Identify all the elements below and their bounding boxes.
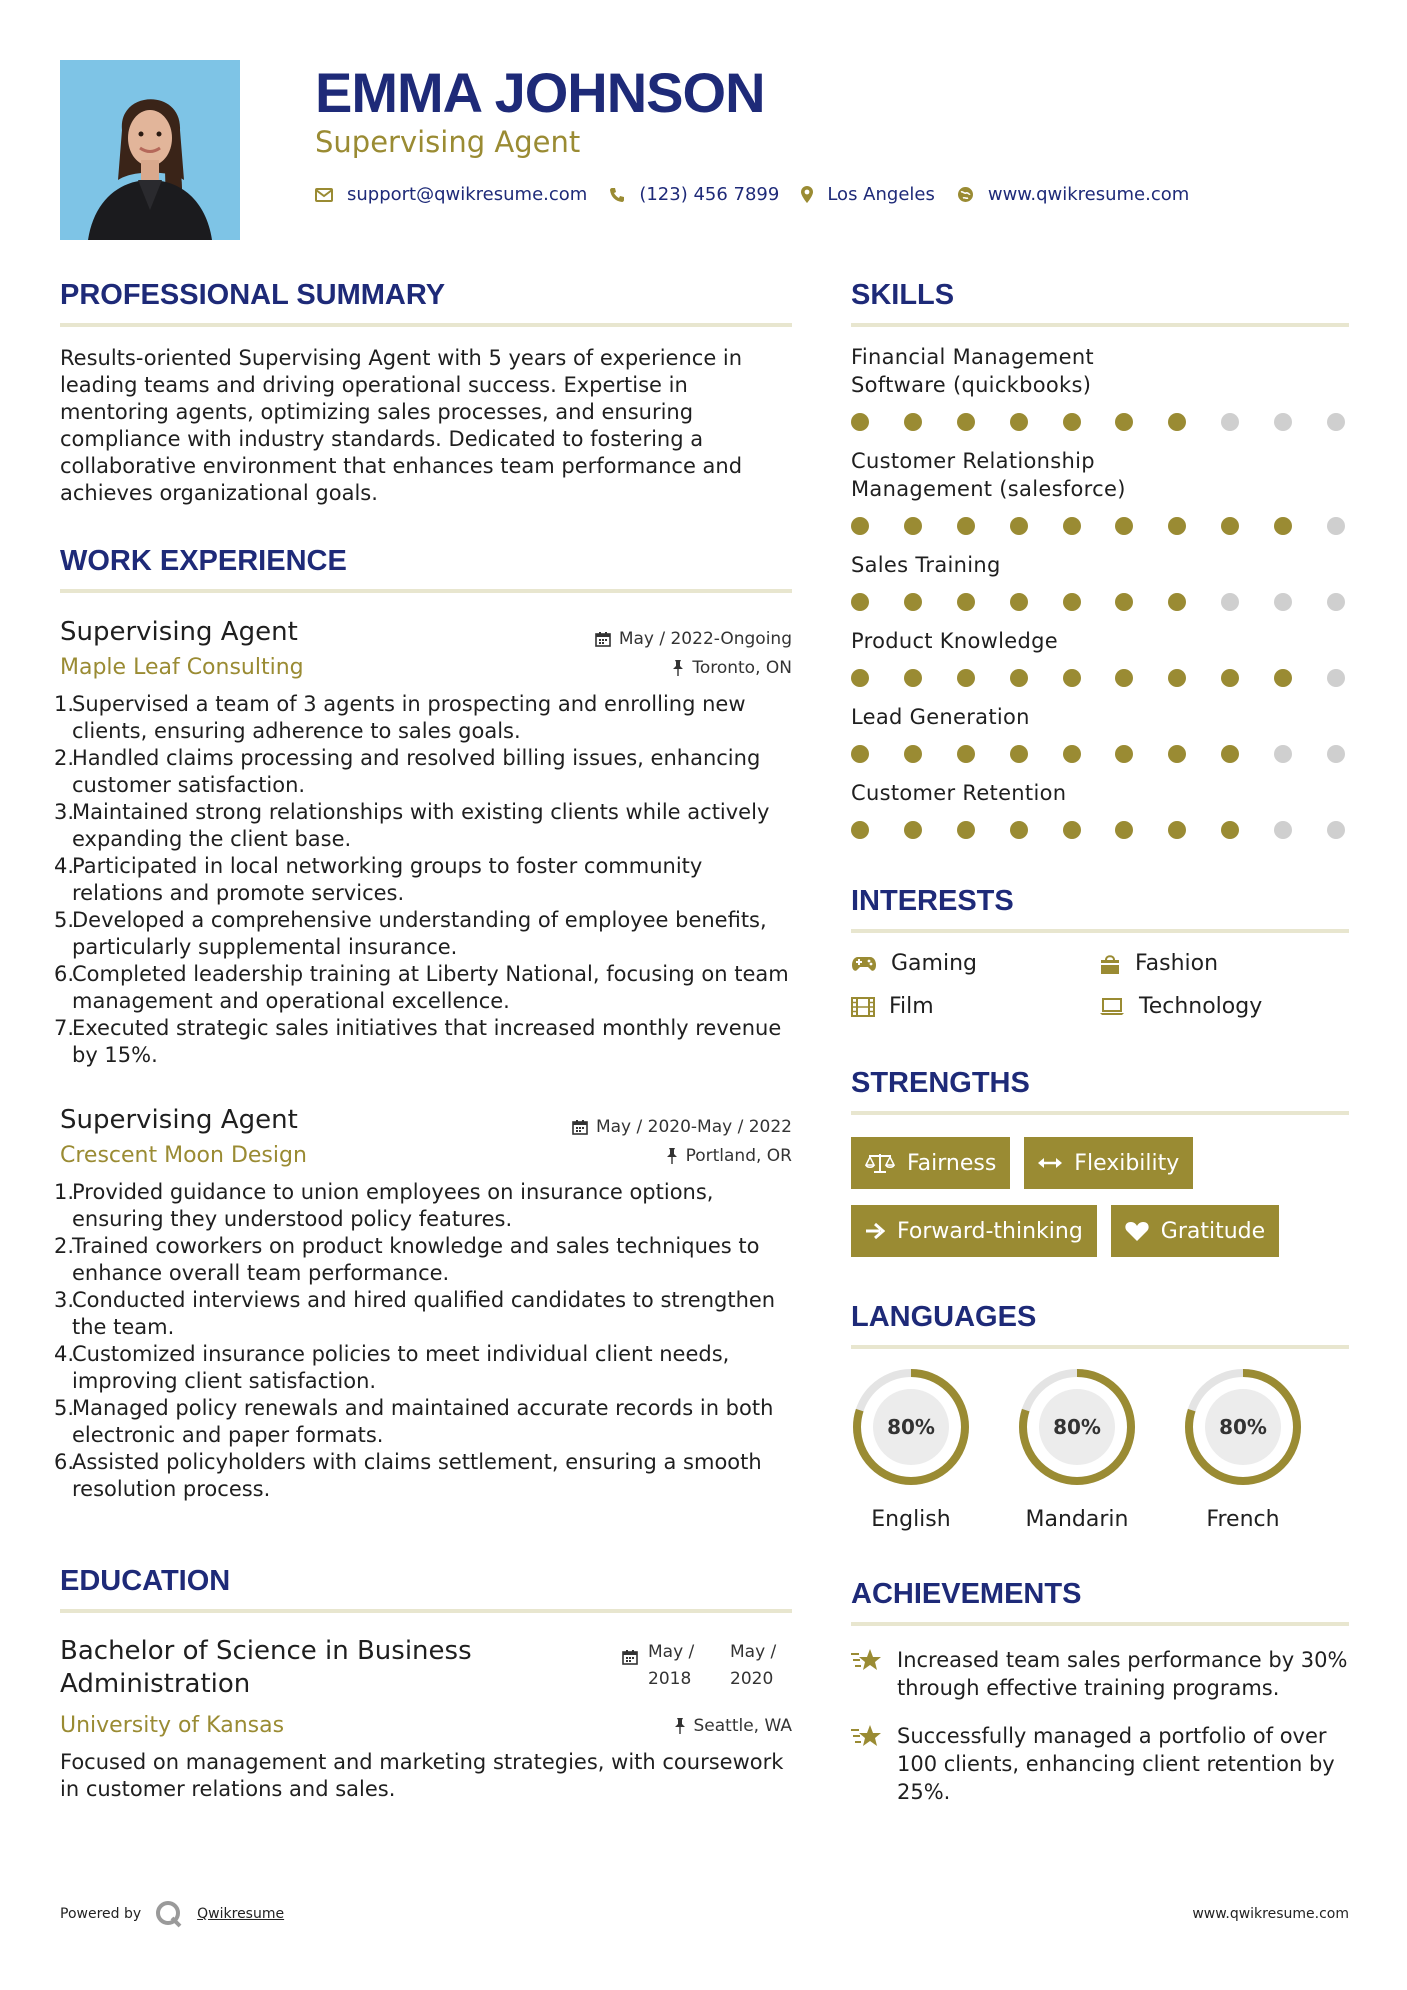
section-divider bbox=[851, 1111, 1349, 1115]
section-divider bbox=[851, 1622, 1349, 1626]
rating-dot-filled bbox=[904, 593, 922, 611]
bullet-number: 4. bbox=[54, 1342, 75, 1366]
rating-dot-filled bbox=[1221, 669, 1239, 687]
rating-dot-filled bbox=[1063, 413, 1081, 431]
rating-dot-filled bbox=[851, 413, 869, 431]
rating-dot-filled bbox=[1168, 821, 1186, 839]
contact-bar bbox=[315, 184, 1365, 205]
education-location bbox=[674, 1716, 793, 1736]
skill-item bbox=[851, 627, 1349, 687]
interest-item bbox=[851, 994, 1099, 1019]
education-start: May / 2018 bbox=[648, 1642, 695, 1689]
rating-dot-filled bbox=[904, 745, 922, 763]
interests-heading: INTERESTS bbox=[851, 885, 1014, 917]
skill-rating bbox=[851, 821, 1345, 839]
education-section bbox=[60, 1561, 792, 1803]
skill-rating bbox=[851, 669, 1345, 687]
contact-email[interactable] bbox=[315, 184, 587, 205]
rating-dot-filled bbox=[1115, 517, 1133, 535]
bullet-item bbox=[54, 799, 792, 853]
rating-dot-filled bbox=[1168, 593, 1186, 611]
company-name: Maple Leaf Consulting bbox=[60, 655, 304, 680]
skill-name: Product Knowledge bbox=[851, 629, 1058, 653]
bullet-item bbox=[54, 853, 792, 907]
achievement-text: Increased team sales performance by 30% through effective training programs. bbox=[897, 1648, 1348, 1700]
rating-dot-filled bbox=[904, 517, 922, 535]
job-title: Supervising Agent bbox=[60, 1105, 298, 1135]
job-dates-text: May / 2020-May / 2022 bbox=[595, 1117, 792, 1137]
bullet-item bbox=[54, 1287, 792, 1341]
bullet-text: Completed leadership training at Liberty National, focusing on team management and operational excellence. bbox=[72, 962, 789, 1013]
bullet-item bbox=[54, 691, 792, 745]
map-pin-icon bbox=[801, 186, 813, 203]
strengths-heading: STRENGTHS bbox=[851, 1067, 1030, 1099]
rating-dot-filled bbox=[957, 669, 975, 687]
rating-dot-filled bbox=[1115, 821, 1133, 839]
bullet-text: Executed strategic sales initiatives that increased monthly revenue by 15%. bbox=[72, 1016, 782, 1067]
pushpin-icon bbox=[666, 1148, 678, 1164]
language-item bbox=[851, 1367, 971, 1532]
achievement-text: Successfully managed a portfolio of over 100 clients, enhancing client retention by 25%. bbox=[897, 1724, 1335, 1804]
footer-site[interactable]: www.qwikresume.com bbox=[1192, 1906, 1349, 1922]
bullet-number: 6. bbox=[54, 962, 75, 986]
skill-name: Financial Management Software (quickbooks) bbox=[851, 345, 1094, 397]
language-percent: 80% bbox=[1219, 1415, 1267, 1439]
rating-dot-empty bbox=[1327, 593, 1345, 611]
bullet-text: Developed a comprehensive understanding of employee benefits, particularly supplemental insurance. bbox=[72, 908, 767, 959]
education-description: Focused on management and marketing strategies, with coursework in customer relations and sales. bbox=[60, 1750, 784, 1801]
bullet-item bbox=[54, 1233, 792, 1287]
strength-label: Fairness bbox=[907, 1150, 997, 1176]
rating-dot-filled bbox=[1168, 413, 1186, 431]
right-column bbox=[851, 275, 1349, 1806]
language-item bbox=[1017, 1367, 1137, 1532]
rating-dot-filled bbox=[1010, 593, 1028, 611]
company-name: Crescent Moon Design bbox=[60, 1143, 307, 1168]
strength-badge bbox=[1024, 1137, 1193, 1189]
envelope-icon bbox=[315, 188, 333, 202]
laptop-icon bbox=[1099, 998, 1125, 1016]
rating-dot-filled bbox=[904, 413, 922, 431]
strength-label: Forward-thinking bbox=[897, 1218, 1083, 1244]
job-dates bbox=[572, 1117, 792, 1137]
school-name: University of Kansas bbox=[60, 1713, 285, 1738]
rating-dot-empty bbox=[1327, 745, 1345, 763]
qwikresume-logo-icon bbox=[155, 1900, 183, 1928]
skill-rating bbox=[851, 413, 1345, 431]
achievement-item bbox=[851, 1646, 1349, 1702]
interest-label: Gaming bbox=[891, 951, 977, 976]
job-entry bbox=[54, 615, 792, 1069]
skills-list bbox=[851, 343, 1349, 839]
rating-dot-filled bbox=[1010, 821, 1028, 839]
rating-dot-filled bbox=[1221, 745, 1239, 763]
language-name: Mandarin bbox=[1025, 1507, 1129, 1532]
strength-label: Flexibility bbox=[1074, 1150, 1180, 1176]
bullet-item bbox=[54, 1015, 792, 1069]
rating-dot-filled bbox=[1115, 413, 1133, 431]
rating-dot-empty bbox=[1221, 593, 1239, 611]
rating-dot-filled bbox=[1115, 593, 1133, 611]
job-location-text: Toronto, ON bbox=[692, 658, 792, 678]
languages-list bbox=[851, 1367, 1349, 1532]
section-divider bbox=[60, 323, 792, 327]
resume-header bbox=[315, 58, 1365, 205]
rating-dot-filled bbox=[1168, 669, 1186, 687]
job-title: Supervising Agent bbox=[60, 617, 298, 647]
phone-text: (123) 456 7899 bbox=[639, 184, 780, 205]
rating-dot-filled bbox=[1115, 669, 1133, 687]
job-location bbox=[666, 1146, 792, 1166]
interest-label: Technology bbox=[1139, 994, 1263, 1019]
skill-item bbox=[851, 703, 1349, 763]
pushpin-icon bbox=[674, 1718, 686, 1734]
language-name: French bbox=[1206, 1507, 1280, 1532]
rating-dot-filled bbox=[1063, 593, 1081, 611]
section-divider bbox=[60, 589, 792, 593]
bullet-item bbox=[54, 1179, 792, 1233]
film-icon bbox=[851, 997, 875, 1017]
interest-item bbox=[1099, 951, 1347, 976]
pushpin-icon bbox=[672, 660, 684, 676]
globe-icon bbox=[957, 186, 974, 203]
rating-dot-filled bbox=[851, 745, 869, 763]
interest-label: Film bbox=[889, 994, 934, 1019]
footer bbox=[60, 1900, 1349, 1928]
skill-name: Customer Retention bbox=[851, 781, 1067, 805]
star-icon bbox=[851, 1648, 881, 1672]
rating-dot-filled bbox=[904, 669, 922, 687]
job-dates-text: May / 2022-Ongoing bbox=[618, 629, 792, 649]
bullet-number: 6. bbox=[54, 1450, 75, 1474]
language-ring bbox=[1183, 1367, 1303, 1487]
bullet-text: Handled claims processing and resolved billing issues, enhancing customer satisfaction. bbox=[72, 746, 761, 797]
section-divider bbox=[851, 1345, 1349, 1349]
star-icon bbox=[851, 1724, 881, 1748]
rating-dot-empty bbox=[1274, 593, 1292, 611]
bullet-item bbox=[54, 907, 792, 961]
skills-section bbox=[851, 275, 1349, 839]
language-item bbox=[1183, 1367, 1303, 1532]
arrows-icon bbox=[1038, 1157, 1062, 1169]
interests-section bbox=[851, 881, 1349, 1019]
bullet-text: Trained coworkers on product knowledge and sales techniques to enhance overall team performance. bbox=[72, 1234, 760, 1285]
rating-dot-filled bbox=[1274, 517, 1292, 535]
rating-dot-empty bbox=[1327, 821, 1345, 839]
bullet-text: Assisted policyholders with claims settlement, ensuring a smooth resolution process. bbox=[72, 1450, 762, 1501]
rating-dot-filled bbox=[1063, 517, 1081, 535]
rating-dot-filled bbox=[1063, 745, 1081, 763]
rating-dot-filled bbox=[1274, 669, 1292, 687]
rating-dot-empty bbox=[1327, 517, 1345, 535]
powered-by bbox=[60, 1900, 284, 1928]
scale-icon bbox=[865, 1152, 895, 1174]
contact-phone[interactable] bbox=[609, 184, 779, 205]
left-column bbox=[54, 275, 792, 1803]
rating-dot-empty bbox=[1327, 413, 1345, 431]
achievement-item bbox=[851, 1722, 1349, 1806]
rating-dot-filled bbox=[1168, 517, 1186, 535]
website-text: www.qwikresume.com bbox=[987, 184, 1190, 205]
rating-dot-filled bbox=[1010, 669, 1028, 687]
achievements-section bbox=[851, 1574, 1349, 1806]
rating-dot-filled bbox=[1063, 821, 1081, 839]
section-divider bbox=[60, 1609, 792, 1613]
bullet-number: 1. bbox=[54, 692, 75, 716]
rating-dot-filled bbox=[1010, 413, 1028, 431]
skill-name: Lead Generation bbox=[851, 705, 1030, 729]
languages-section bbox=[851, 1297, 1349, 1532]
education-location-text: Seattle, WA bbox=[693, 1716, 792, 1736]
bullet-text: Managed policy renewals and maintained accurate records in both electronic and paper formats. bbox=[72, 1396, 774, 1447]
candidate-title: Supervising Agent bbox=[315, 125, 581, 159]
rating-dot-empty bbox=[1274, 413, 1292, 431]
bullet-number: 3. bbox=[54, 1288, 75, 1312]
bullet-item bbox=[54, 961, 792, 1015]
skill-item bbox=[851, 447, 1349, 535]
achievements-heading: ACHIEVEMENTS bbox=[851, 1578, 1082, 1610]
rating-dot-filled bbox=[851, 669, 869, 687]
languages-heading: LANGUAGES bbox=[851, 1301, 1037, 1333]
rating-dot-filled bbox=[957, 593, 975, 611]
summary-text: Results-oriented Supervising Agent with 5 years of experience in leading teams and driving operational success. Expertise in mentoring agents, optimizing sales processes, and ensuring compliance with industry standards. Dedicated to fostering a collaborative environment that enhances team performance and achieves organizational goals. bbox=[60, 346, 743, 505]
bullet-text: Maintained strong relationships with existing clients while actively expanding the client base. bbox=[72, 800, 770, 851]
degree-title: Bachelor of Science in Business Administration bbox=[60, 1636, 472, 1699]
skill-rating bbox=[851, 593, 1345, 611]
skill-item bbox=[851, 343, 1349, 431]
rating-dot-filled bbox=[1010, 745, 1028, 763]
bullet-item bbox=[54, 1449, 792, 1503]
experience-section bbox=[54, 541, 792, 1503]
location-text: Los Angeles bbox=[827, 184, 935, 205]
rating-dot-filled bbox=[1115, 745, 1133, 763]
strength-badge bbox=[1111, 1205, 1279, 1257]
skill-rating bbox=[851, 517, 1345, 535]
strengths-list bbox=[851, 1137, 1351, 1273]
rating-dot-filled bbox=[957, 413, 975, 431]
strength-badge bbox=[851, 1137, 1010, 1189]
powered-by-text: Powered by bbox=[60, 1906, 142, 1922]
language-percent: 80% bbox=[887, 1415, 935, 1439]
bullet-text: Conducted interviews and hired qualified candidates to strengthen the team. bbox=[72, 1288, 776, 1339]
language-ring bbox=[851, 1367, 971, 1487]
strength-label: Gratitude bbox=[1160, 1218, 1266, 1244]
job-dates bbox=[595, 629, 792, 649]
rating-dot-filled bbox=[851, 593, 869, 611]
skills-heading: SKILLS bbox=[851, 279, 955, 311]
skill-item bbox=[851, 779, 1349, 839]
calendar-icon bbox=[572, 1119, 588, 1135]
rating-dot-empty bbox=[1274, 745, 1292, 763]
bullet-number: 7. bbox=[54, 1016, 75, 1040]
education-dates bbox=[622, 1639, 792, 1693]
interest-item bbox=[851, 951, 1099, 976]
bullet-item bbox=[54, 1395, 792, 1449]
education-heading: EDUCATION bbox=[60, 1565, 231, 1597]
language-percent: 80% bbox=[1053, 1415, 1101, 1439]
bullet-text: Participated in local networking groups to foster community relations and promote services. bbox=[72, 854, 703, 905]
profile-photo bbox=[60, 60, 240, 240]
rating-dot-filled bbox=[957, 745, 975, 763]
bullet-number: 4. bbox=[54, 854, 75, 878]
candidate-name: EMMA JOHNSON bbox=[315, 61, 765, 124]
job-bullets bbox=[54, 691, 792, 1069]
bullet-text: Provided guidance to union employees on insurance options, ensuring they understood policy features. bbox=[72, 1180, 714, 1231]
rating-dot-empty bbox=[1221, 413, 1239, 431]
contact-location bbox=[801, 184, 935, 205]
skill-name: Customer Relationship Management (salesforce) bbox=[851, 449, 1126, 501]
rating-dot-empty bbox=[1327, 669, 1345, 687]
rating-dot-filled bbox=[1063, 669, 1081, 687]
bullet-text: Customized insurance policies to meet individual client needs, improving client satisfaction. bbox=[72, 1342, 730, 1393]
bullet-number: 2. bbox=[54, 746, 75, 770]
heart-icon bbox=[1125, 1221, 1149, 1242]
language-ring bbox=[1017, 1367, 1137, 1487]
email-text: support@qwikresume.com bbox=[347, 184, 588, 205]
bullet-item bbox=[54, 745, 792, 799]
job-bullets bbox=[54, 1179, 792, 1503]
section-divider bbox=[851, 323, 1349, 327]
rating-dot-filled bbox=[904, 821, 922, 839]
bullet-number: 3. bbox=[54, 800, 75, 824]
rating-dot-filled bbox=[957, 821, 975, 839]
language-name: English bbox=[871, 1507, 951, 1532]
rating-dot-filled bbox=[1168, 745, 1186, 763]
bullet-number: 1. bbox=[54, 1180, 75, 1204]
skill-rating bbox=[851, 745, 1345, 763]
experience-heading: WORK EXPERIENCE bbox=[60, 545, 347, 577]
bullet-item bbox=[54, 1341, 792, 1395]
rating-dot-filled bbox=[957, 517, 975, 535]
brand-link[interactable]: Qwikresume bbox=[197, 1906, 285, 1922]
portrait-illustration bbox=[60, 60, 240, 240]
arrow-right-icon bbox=[865, 1222, 885, 1240]
skill-name: Sales Training bbox=[851, 553, 1001, 577]
interest-item bbox=[1099, 994, 1347, 1019]
strengths-section bbox=[851, 1063, 1349, 1273]
calendar-icon bbox=[622, 1649, 638, 1665]
bag-icon bbox=[1099, 953, 1121, 975]
job-location-text: Portland, OR bbox=[685, 1146, 792, 1166]
rating-dot-empty bbox=[1274, 821, 1292, 839]
section-divider bbox=[851, 929, 1349, 933]
rating-dot-filled bbox=[1010, 517, 1028, 535]
rating-dot-filled bbox=[851, 821, 869, 839]
strength-badge bbox=[851, 1205, 1097, 1257]
bullet-number: 5. bbox=[54, 908, 75, 932]
job-entry bbox=[54, 1103, 792, 1503]
bullet-text: Supervised a team of 3 agents in prospecting and enrolling new clients, ensuring adherence to sales goals. bbox=[72, 692, 746, 743]
job-location bbox=[672, 658, 792, 678]
phone-icon bbox=[609, 187, 625, 203]
bullet-number: 2. bbox=[54, 1234, 75, 1258]
gamepad-icon bbox=[851, 955, 877, 973]
rating-dot-filled bbox=[1221, 517, 1239, 535]
education-end: May / 2020 bbox=[730, 1642, 777, 1689]
rating-dot-filled bbox=[851, 517, 869, 535]
contact-website[interactable] bbox=[957, 184, 1189, 205]
bullet-number: 5. bbox=[54, 1396, 75, 1420]
interests-grid bbox=[851, 951, 1349, 1019]
skill-item bbox=[851, 551, 1349, 611]
summary-section bbox=[60, 275, 792, 507]
calendar-icon bbox=[595, 631, 611, 647]
rating-dot-filled bbox=[1221, 821, 1239, 839]
summary-heading: PROFESSIONAL SUMMARY bbox=[60, 279, 446, 311]
interest-label: Fashion bbox=[1135, 951, 1219, 976]
